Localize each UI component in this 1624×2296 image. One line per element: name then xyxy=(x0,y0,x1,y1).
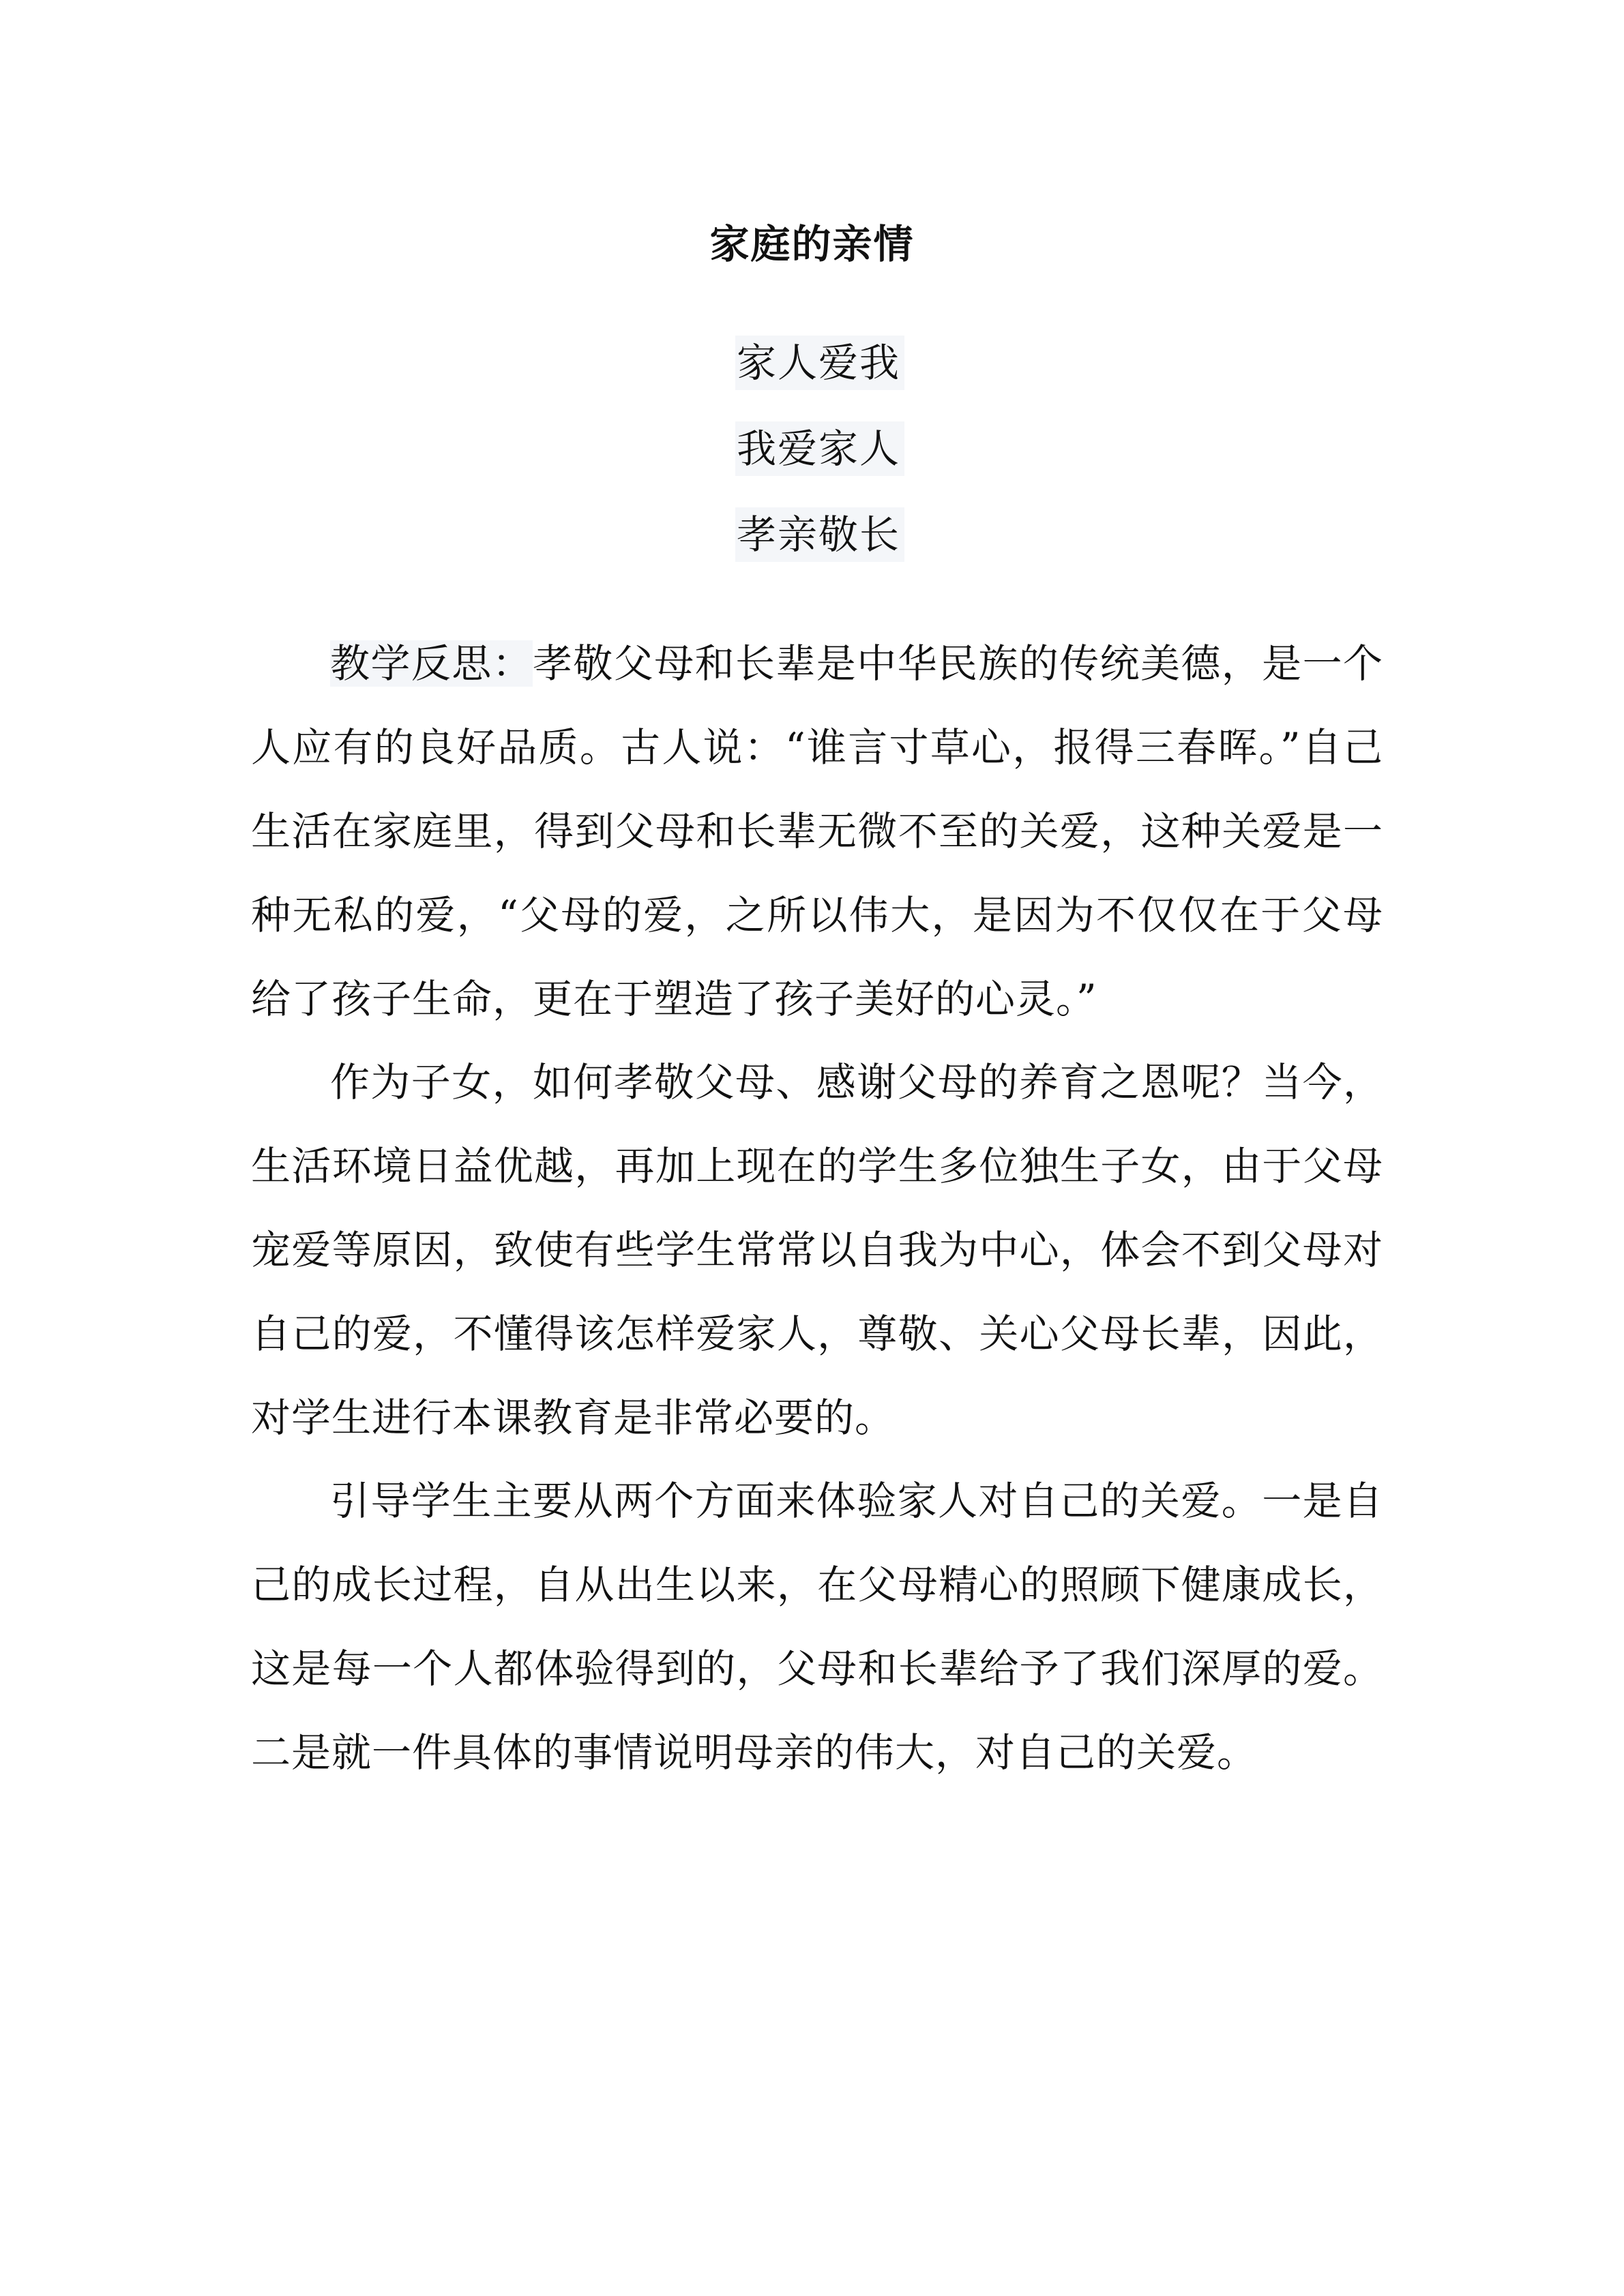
subtitle-3: 孝亲敬长 xyxy=(735,507,904,562)
paragraph-2: 作为子女，如何孝敬父母、感谢父母的养育之恩呢？当今，生活环境日益优越，再加上现在的学生多位独生子女，由于父母宠爱等原因，致使有些学生常常以自我为中心，体会不到父母对自己的爱，不懂得该怎样爱家人，尊敬、关心父母长辈，因此，对学生进行本课教育是非常必要的。 xyxy=(251,1059,1383,1441)
paragraph-3: 引导学生主要从两个方面来体验家人对自己的关爱。一是自己的成长过程，自从出生以来，在父母精心的照顾下健康成长，这是每一个人都体验得到的，父母和长辈给予了我们深厚的爱。二是就一件具体的事情说明母亲的伟大，对自己的关爱。 xyxy=(251,1478,1383,1776)
paragraph-reflection xyxy=(251,622,1383,1041)
page-title: 家庭的亲情 xyxy=(709,221,915,267)
paragraph-1-text: 孝敬父母和长辈是中华民族的传统美德，是一个人应有的良好品质。古人说：“谁言寸草心，报得三春晖。”自己生活在家庭里，得到父母和长辈无微不至的关爱，这种关爱是一种无私的爱，“父母的爱，之所以伟大，是因为不仅仅在于父母给了孩子生命，更在于塑造了孩子美好的心灵。” xyxy=(251,640,1383,1022)
subtitle-1: 家人爱我 xyxy=(735,336,904,390)
subtitle-2: 我爱家人 xyxy=(735,421,904,476)
reflection-label: 教学反思： xyxy=(330,640,533,687)
